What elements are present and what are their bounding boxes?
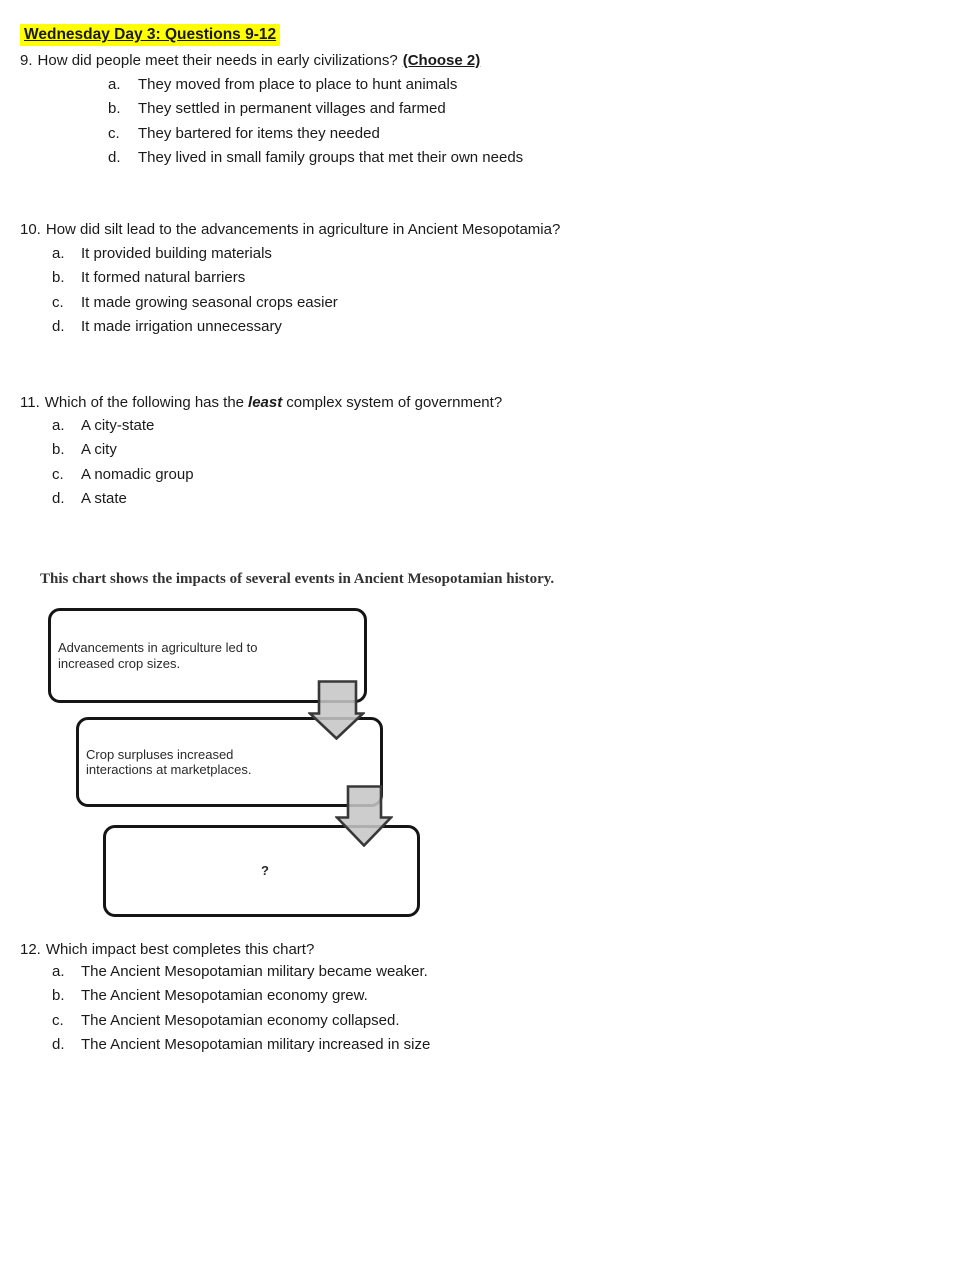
option-text: It formed natural barriers	[81, 269, 246, 287]
option-text: A city-state	[81, 417, 155, 434]
option-letter: c.	[52, 465, 64, 483]
option-text: The Ancient Mesopotamian economy grew.	[81, 987, 368, 1005]
question-11-options	[52, 414, 194, 512]
down-arrow-icon	[308, 680, 365, 740]
question-11	[20, 394, 502, 411]
option-row	[108, 122, 523, 146]
option-row	[52, 984, 430, 1008]
option-letter: b.	[52, 269, 65, 287]
option-row	[52, 487, 194, 511]
option-text: It provided building materials	[81, 245, 272, 262]
option-letter: c.	[52, 293, 64, 311]
question-text: Which of the following has the	[44, 394, 245, 411]
option-letter: d.	[52, 490, 65, 508]
option-text: They lived in small family groups that met their own needs	[138, 149, 524, 167]
option-text: They moved from place to place to hunt animals	[138, 76, 458, 93]
question-10	[20, 221, 560, 238]
option-row	[52, 315, 338, 339]
option-text: It made irrigation unnecessary	[81, 318, 282, 336]
question-text: Which impact best completes this chart?	[45, 941, 315, 958]
option-letter: a.	[108, 76, 121, 93]
option-letter: d.	[52, 318, 65, 336]
option-text: A state	[81, 490, 127, 508]
option-row	[52, 438, 194, 462]
question-12-options	[52, 960, 430, 1058]
option-row	[52, 291, 338, 315]
option-text: They bartered for items they needed	[138, 124, 380, 142]
option-row	[108, 146, 523, 170]
option-row	[52, 242, 338, 266]
option-letter: b.	[52, 987, 65, 1005]
option-letter: a.	[52, 245, 65, 262]
option-letter: d.	[52, 1036, 65, 1054]
option-row	[108, 97, 523, 121]
option-letter: c.	[108, 124, 120, 142]
question-text: How did silt lead to the advancements in agriculture in Ancient Mesopotamia?	[45, 221, 561, 238]
option-letter: b.	[108, 100, 121, 118]
question-number: 11.	[20, 394, 40, 411]
question-text: How did people meet their needs in early civilizations?	[37, 52, 398, 69]
down-arrow-icon	[335, 785, 393, 847]
question-text: complex system of government?	[286, 394, 503, 411]
option-row	[52, 266, 338, 290]
choose-2-note: (Choose 2)	[402, 52, 481, 69]
flow-box-text: Crop surpluses increased interactions at marketplaces.	[86, 746, 252, 777]
emphasis-word: least	[248, 394, 283, 411]
question-number: 12.	[20, 941, 41, 958]
option-text: A city	[81, 441, 117, 459]
option-text: They settled in permanent villages and farmed	[138, 100, 446, 118]
chart-caption: This chart shows the impacts of several events in Ancient Mesopotamian history.	[40, 571, 555, 587]
question-9	[20, 52, 480, 69]
option-letter: d.	[108, 149, 121, 167]
option-letter: a.	[52, 963, 65, 980]
option-letter: a.	[52, 417, 65, 434]
question-number: 10.	[20, 221, 41, 238]
option-row	[52, 1009, 430, 1033]
question-mark: ?	[261, 863, 269, 879]
option-row	[52, 1033, 430, 1057]
option-letter: b.	[52, 441, 65, 459]
option-row	[52, 463, 194, 487]
question-number: 9.	[20, 52, 33, 69]
flow-box-text: Advancements in agriculture led to increased crop sizes.	[58, 640, 258, 671]
option-text: A nomadic group	[81, 465, 194, 483]
question-9-options	[108, 73, 523, 171]
question-10-options	[52, 242, 338, 340]
option-text: The Ancient Mesopotamian economy collapsed.	[81, 1011, 400, 1029]
option-text: The Ancient Mesopotamian military became weaker.	[81, 963, 428, 980]
page-title: Wednesday Day 3: Questions 9-12	[20, 24, 280, 46]
option-letter: c.	[52, 1011, 64, 1029]
option-row	[52, 414, 194, 438]
question-12	[20, 941, 314, 958]
option-text: The Ancient Mesopotamian military increased in size	[81, 1036, 431, 1054]
option-row	[52, 960, 430, 984]
option-row	[108, 73, 523, 97]
option-text: It made growing seasonal crops easier	[81, 293, 338, 311]
